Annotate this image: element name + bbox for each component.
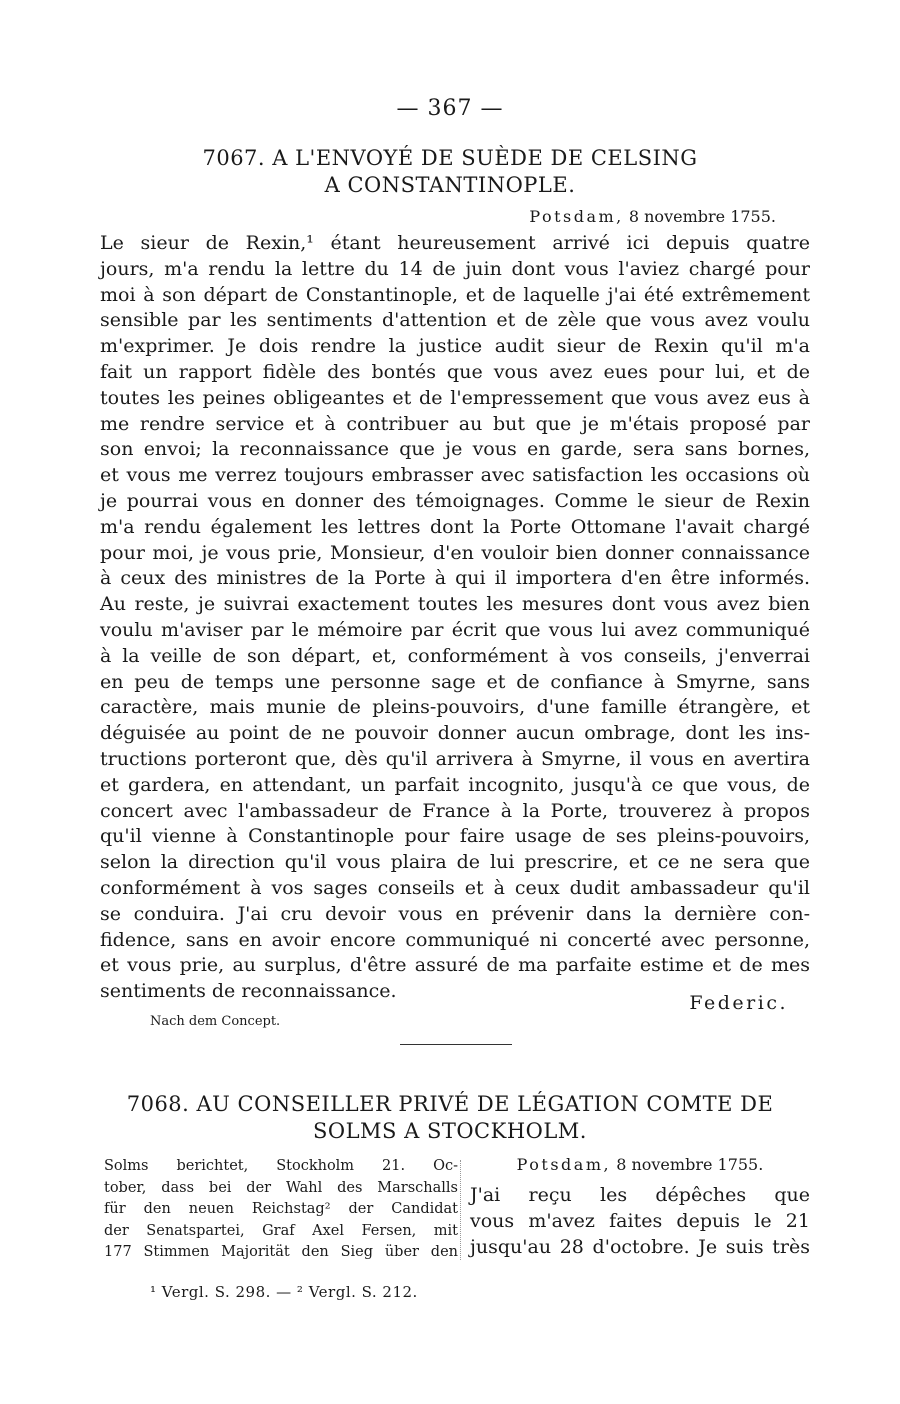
text-line: je pourrai vous en donner des témoignages. Comme le sieur de Rexin bbox=[100, 489, 810, 512]
text-line: fidence, sans en avoir encore communiqué ni concerté avec personne, bbox=[100, 928, 810, 951]
dateline bbox=[529, 207, 776, 226]
text-line: 177 Stimmen Majorität den Sieg über den bbox=[104, 1244, 458, 1260]
text-line: et vous me verrez toujours embrasser avec satisfaction les occasions où bbox=[100, 464, 810, 487]
dateline-date: 8 novembre 1755. bbox=[628, 207, 776, 226]
footnotes: ¹ Vergl. S. 298. — ² Vergl. S. 212. bbox=[150, 1283, 418, 1301]
text-line: déguisée au point de ne pouvoir donner aucun ombrage, dont les ins- bbox=[100, 722, 810, 745]
text-line: selon la direction qu'il vous plaira de lui prescrire, et ce ne sera que bbox=[100, 851, 810, 874]
text-line: Solms berichtet, Stockholm 21. Oc- bbox=[104, 1158, 458, 1174]
text-line: m'exprimer. Je dois rendre la justice audit sieur de Rexin qu'il m'a bbox=[100, 335, 810, 358]
heading-line-1: 7068. AU CONSEILLER PRIVÉ DE LÉGATION COMTE DE bbox=[126, 1092, 774, 1116]
text-line: J'ai reçu les dépêches que bbox=[470, 1184, 810, 1206]
text-line: son envoi; la reconnaissance que je vous en garde, sera sans bornes, bbox=[100, 438, 810, 461]
text-line: moi à son départ de Constantinople, et de laquelle j'ai été extrêmement bbox=[100, 283, 810, 306]
text-line: à la veille de son départ, et, conformément à vos conseils, j'enverrai bbox=[100, 644, 810, 667]
signature: Federic. bbox=[689, 992, 788, 1014]
text-line: sensible par les sentiments d'attention et de zèle que vous avez voulu bbox=[100, 309, 810, 332]
dateline-place: Potsdam, bbox=[516, 1155, 612, 1174]
text-line: m'a rendu également les lettres dont la Porte Ottomane l'avait chargé bbox=[100, 515, 810, 538]
text-line: toutes les peines obligeantes et de l'empressement que vous avez eus à bbox=[100, 386, 810, 409]
text-line: jours, m'a rendu la lettre du 14 de juin dont vous l'aviez chargé pour bbox=[100, 257, 810, 280]
dateline-date: 8 novembre 1755. bbox=[616, 1155, 764, 1174]
heading-line-2: A CONSTANTINOPLE. bbox=[324, 173, 576, 197]
column-divider bbox=[460, 1160, 463, 1260]
text-line: tructions porteront que, dès qu'il arrivera à Smyrne, il vous en avertira bbox=[100, 747, 810, 770]
dateline-7068 bbox=[470, 1152, 810, 1178]
text-line: me rendre service et à contribuer au but que je m'étais proposé par bbox=[100, 412, 810, 435]
letter-text-7068 bbox=[470, 1182, 810, 1260]
text-line: vous m'avez faites depuis le 21 bbox=[470, 1210, 810, 1232]
text-line: se conduira. J'ai cru devoir vous en prévenir dans la dernière con- bbox=[100, 902, 810, 925]
separator-rule bbox=[400, 1044, 512, 1045]
summary-column bbox=[104, 1156, 458, 1264]
text-line: fait un rapport fidèle des bontés que vous avez eues pour lui, et de bbox=[100, 360, 810, 383]
heading-line-1: 7067. A L'ENVOYÉ DE SUÈDE DE CELSING bbox=[202, 146, 698, 170]
source-note: Nach dem Concept. bbox=[150, 1014, 281, 1029]
text-line: caractère, mais munie de pleins-pouvoirs, d'une famille étrangère, et bbox=[100, 696, 810, 719]
letter-heading-7068 bbox=[100, 1091, 800, 1145]
letter-body-7067 bbox=[100, 231, 810, 1005]
text-line: et gardera, en attendant, un parfait incognito, jusqu'à ce que vous, de bbox=[100, 773, 810, 796]
page-number: — 367 — bbox=[396, 96, 504, 121]
text-line: Au reste, je suivrai exactement toutes les mesures dont vous avez bien bbox=[100, 593, 810, 616]
text-line: pour moi, je vous prie, Monsieur, d'en vouloir bien donner connaissance bbox=[100, 541, 810, 564]
text-line: jusqu'au 28 d'octobre. Je suis très bbox=[470, 1236, 810, 1258]
dateline-place: Potsdam, bbox=[529, 207, 624, 226]
text-line: der Senatspartei, Graf Axel Fersen, mit bbox=[104, 1222, 458, 1239]
letter-heading-7067 bbox=[100, 145, 800, 199]
text-line: tober, dass bei der Wahl des Marschalls bbox=[104, 1179, 458, 1196]
letter-column-7068 bbox=[470, 1152, 810, 1260]
text-line: voulu m'aviser par le mémoire par écrit que vous lui avez communiqué bbox=[100, 618, 810, 641]
text-line: et vous prie, au surplus, d'être assuré de ma parfaite estime et de mes bbox=[100, 954, 810, 977]
text-line: für den neuen Reichstag² der Candidat bbox=[104, 1201, 458, 1217]
text-line: concert avec l'ambassadeur de France à la Porte, trouverez à propos bbox=[100, 799, 810, 822]
text-line: en peu de temps une personne sage et de confiance à Smyrne, sans bbox=[100, 670, 810, 693]
text-line: qu'il vienne à Constantinople pour faire usage de ses pleins-pouvoirs, bbox=[100, 825, 810, 848]
text-line: conformément à vos sages conseils et à ceux dudit ambassadeur qu'il bbox=[100, 876, 810, 899]
text-line: sentiments de reconnaissance. bbox=[100, 980, 397, 1003]
text-line: Le sieur de Rexin,¹ étant heureusement arrivé ici depuis quatre bbox=[100, 232, 810, 254]
heading-line-2: SOLMS A STOCKHOLM. bbox=[313, 1119, 587, 1143]
text-line: à ceux des ministres de la Porte à qui il importera d'en être informés. bbox=[100, 567, 810, 590]
